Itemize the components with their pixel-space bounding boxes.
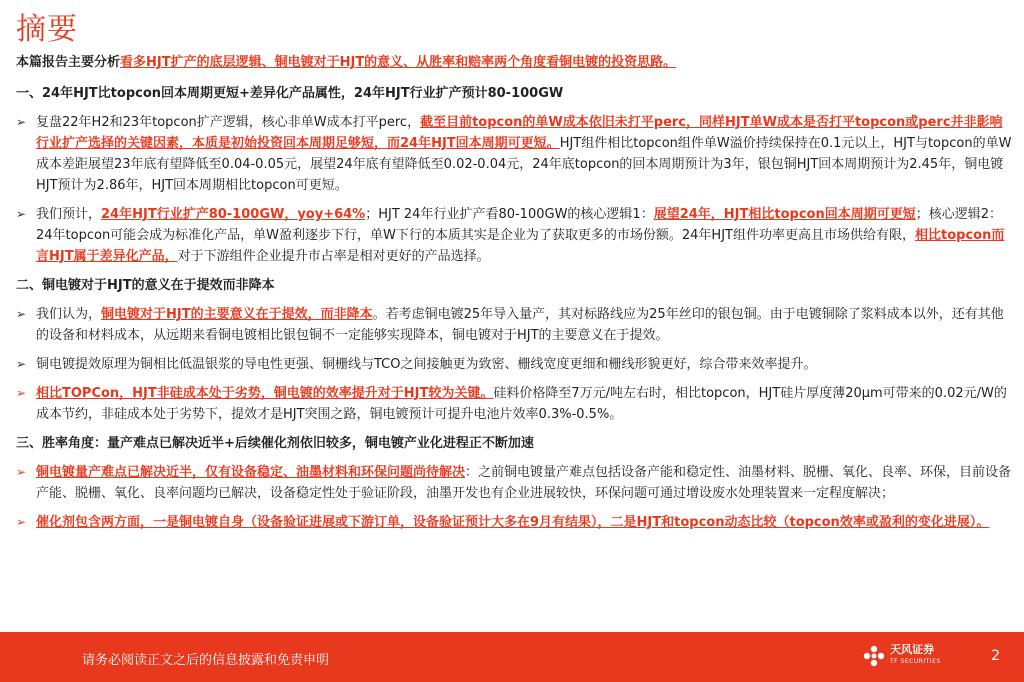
body-text: 复盘22年H2和23年topcon扩产逻辑，核心非单W成本打平perc， [36, 115, 421, 130]
highlight-text: 催化剂包含两方面，一是铜电镀自身（设备验证进展或下游订单，设备验证预计大多在9月有结果），二是HJT和topcon动态比较（topcon效率或盈利的变化进展）。 [36, 515, 990, 530]
bullet-item [16, 383, 1014, 425]
bullet-item [16, 112, 1014, 196]
triangle-bullet-icon: ➢ [16, 465, 27, 479]
highlight-text: 展望24年，HJT相比topcon回本周期可更短 [653, 207, 916, 222]
footer-bar [0, 632, 1024, 682]
highlight-text: 24年HJT行业扩产80-100GW，yoy+64% [101, 207, 366, 222]
bullet-item [16, 462, 1014, 504]
body-text: 。若考虑铜电镀25年导入量产，其对标路线应为25年丝印的银包铜。由于电镀铜除了浆料成本以外，还有其他的设备和材料成本，从远期来看铜电镀相比银包铜不一定能够实现降本，铜电镀对于HJT的主要意义在于提效。 [36, 307, 1004, 343]
body-text: 我们预计， [36, 207, 102, 222]
logo-cn: 天风证券 [890, 643, 934, 656]
body-text: 我们认为， [36, 307, 102, 322]
page-number: 2 [991, 648, 1000, 664]
highlight-text: 截至目前topcon的单W成本依旧未打平perc，同样HJT单W成本是否打平topcon或perc并非影响行业扩产选择的关键因素，本质是初始投资回本周期足够短，而24年HJT回本周期可更短。 [36, 115, 1003, 151]
tf-logo [862, 644, 941, 668]
triangle-bullet-icon: ➢ [16, 357, 27, 371]
summary-content [16, 52, 1014, 541]
triangle-bullet-icon: ➢ [16, 207, 27, 221]
triangle-bullet-icon: ➢ [16, 515, 27, 529]
section-heading: 一、24年HJT比topcon回本周期更短+差异化产品属性，24年HJT行业扩产预计80-100GW [16, 86, 564, 101]
triangle-bullet-icon: ➢ [16, 386, 27, 400]
bullet-item [16, 204, 1014, 267]
body-text: 对于下游组件企业提升市占率是相对更好的产品选择。 [177, 249, 490, 264]
bullet-item [16, 304, 1014, 346]
section-heading: 二、铜电镀对于HJT的意义在于提效而非降本 [16, 278, 275, 293]
lead-highlight: 看多HJT扩产的底层逻辑、铜电镀对于HJT的意义、从胜率和赔率两个角度看铜电镀的投资思路。 [120, 55, 677, 70]
bullet-item [16, 354, 1014, 375]
highlight-text: 铜电镀量产难点已解决近半，仅有设备稳定、油墨材料和环保问题尚待解决 [36, 465, 466, 480]
body-text: ；核心逻辑2：24年topcon可能会成为标准化产品，单W盈利逐步下行，单W下行的本质其实是企业为了获取更多的市场份额。24年HJT组件功率更高且市场供给有限， [36, 207, 1003, 243]
section-heading: 三、胜率角度：量产难点已解决近半+后续催化剂依旧较多，铜电镀产业化进程正不断加速 [16, 436, 534, 451]
logo-text [890, 644, 941, 668]
footer-disclaimer: 请务必阅读正文之后的信息披露和免责申明 [82, 653, 330, 668]
highlight-text: 铜电镀对于HJT的主要意义在于提效，而非降本 [101, 307, 373, 322]
triangle-bullet-icon: ➢ [16, 115, 27, 129]
page-title: 摘要 [16, 12, 78, 47]
body-text: ；HJT 24年行业扩产看80-100GW的核心逻辑1： [365, 207, 654, 222]
body-text: ：之前铜电镀量产难点包括设备产能和稳定性、油墨材料、脱栅、氧化、良率、环保，目前设备产能、脱栅、氧化、良率问题均已解决，设备稳定性处于验证阶段，油墨开发也有企业进展较快，环保问题可通过增设废水处理装置来一定程度解决； [36, 465, 1012, 501]
highlight-text: 相比topcon而言HJT属于差异化产品， [36, 228, 1005, 264]
body-text: 硅料价格降至7万元/吨左右时，相比topcon，HJT硅片厚度薄20μm可带来的0.02元/W的成本节约，非硅成本处于劣势下，提效才是HJT突围之路，铜电镀预计可提升电池片效率0.3%-0.5%。 [36, 386, 1007, 422]
logo-en: TF SECURITIES [890, 658, 941, 665]
lead-prefix: 本篇报告主要分析 [16, 55, 121, 70]
highlight-text: 相比TOPCon，HJT非硅成本处于劣势，铜电镀的效率提升对于HJT较为关键。 [36, 386, 494, 401]
bullet-item [16, 512, 1014, 533]
triangle-bullet-icon: ➢ [16, 307, 27, 321]
lead-paragraph [16, 52, 1014, 73]
body-text: HJT组件相比topcon组件单W溢价持续保持在0.1元以上，HJT与topcon的单W成本差距展望23年底有望降低至0.04-0.05元，展望24年底有望降低至0.02-0.04元，24年底topcon的回本周期预计为3年，银包铜HJT回本周期预计为2.45年，铜电镀HJT预计为2.86年，HJT回本周期相比topcon可更短。 [36, 136, 1012, 193]
tf-flower-logo-icon [862, 644, 886, 668]
sections-container [16, 83, 1014, 533]
body-text: 铜电镀提效原理为铜相比低温银浆的导电性更强、铜栅线与TCO之间接触更为致密、栅线宽度更细和栅线形貌更好，综合带来效率提升。 [36, 357, 817, 372]
